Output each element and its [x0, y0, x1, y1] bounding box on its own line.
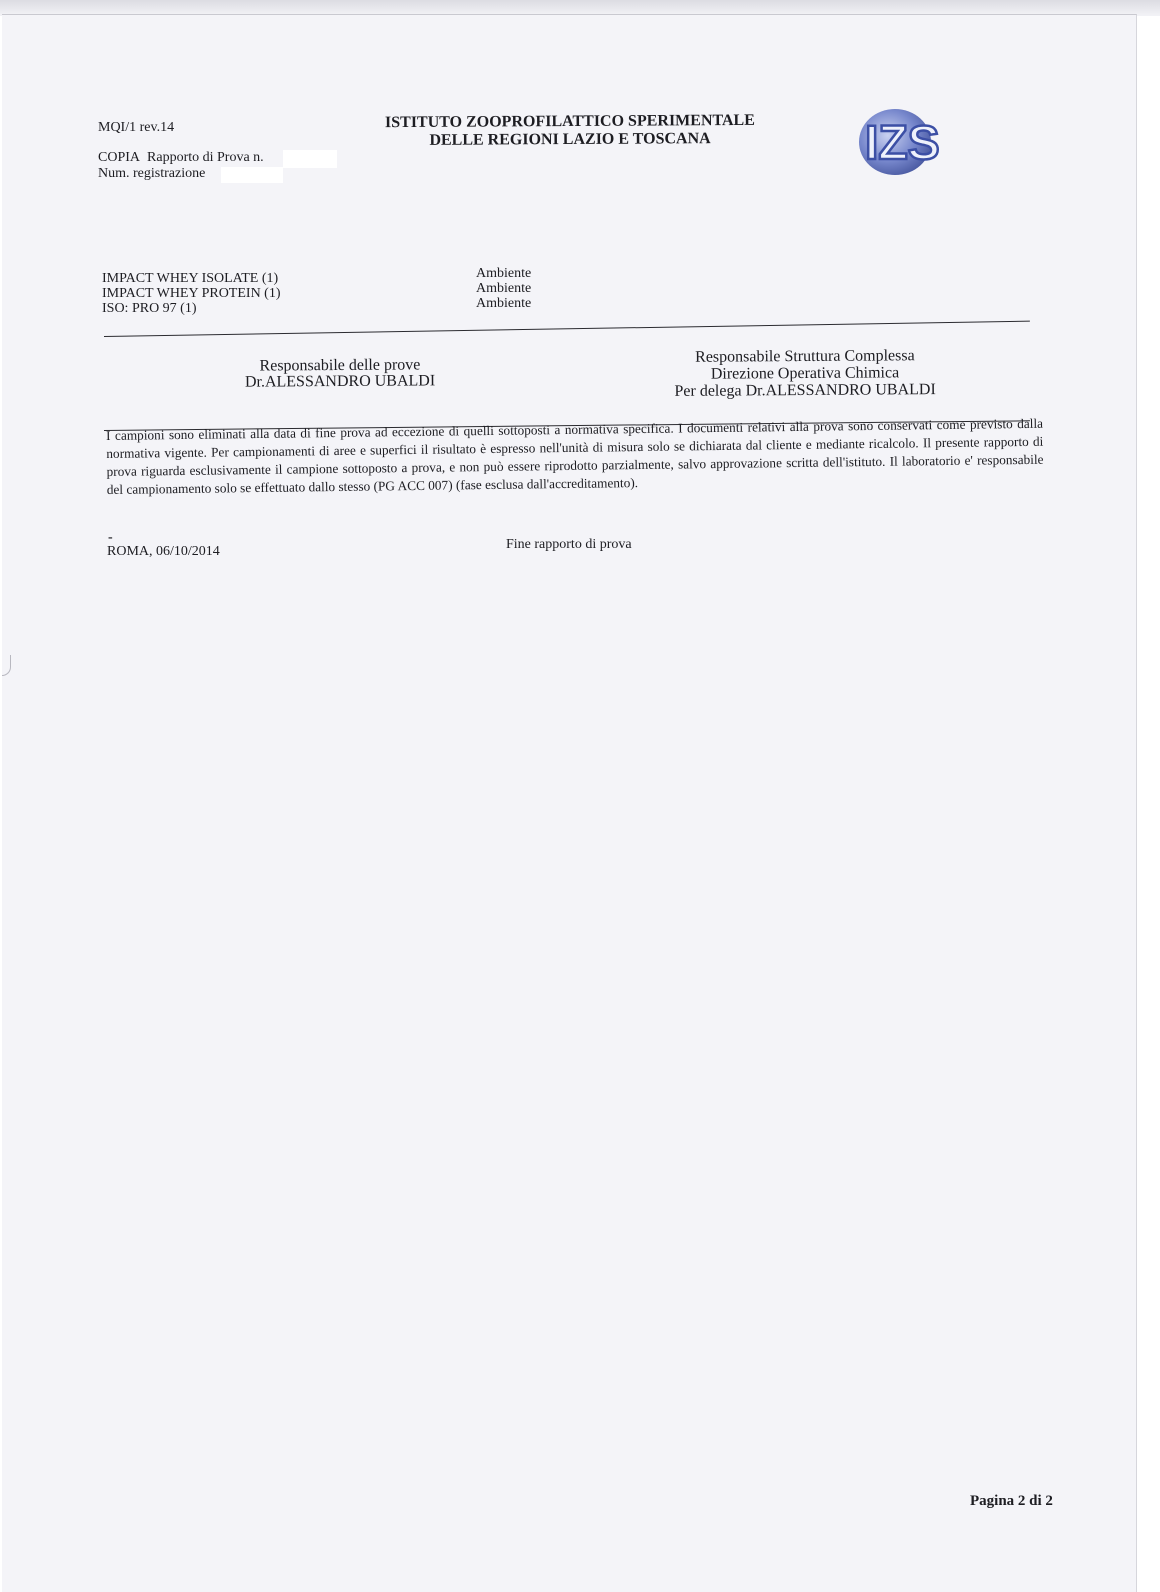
copy-label: COPIA	[98, 150, 141, 165]
redaction-box	[283, 150, 337, 168]
redaction-box	[221, 167, 283, 183]
signature-role: Responsabile delle prove	[259, 356, 421, 375]
registration-label: Num. registrazione	[98, 166, 206, 181]
condition-item: Ambiente	[476, 281, 532, 296]
logo-text: IZS	[865, 117, 940, 170]
signature-name: Dr.ALESSANDRO UBALDI	[244, 372, 436, 391]
signature-right	[660, 347, 950, 400]
izs-logo	[855, 105, 985, 177]
institute-line-1: ISTITUTO ZOOPROFILATTICO SPERIMENTALE	[384, 111, 755, 132]
signature-left	[230, 357, 450, 391]
disclaimer-text: I campioni sono eliminati alla data di fine prova ad eccezione di quelli sottoposti a normativa specifica. I documenti relativi alla prova sono conservati come previsto dalla normativa vigente. Per campionamenti di aree e superfici il risultato è espresso nell'unità di misura solo se dichiarata dal cliente e mediante ricalcolo. Il presente rapporto di prova riguarda esclusivamente il campione sottoposto a prova, e non può essere riprodotto parzialmente, salvo approvazione scritta dell'istituto. Il laboratorio e' responsabile del campionamento solo se effettuato dallo stesso (PG ACC 007) (fase esclusa dall'accreditamento).	[106, 415, 1044, 497]
report-label: Rapporto di Prova n.	[147, 150, 264, 165]
institute-line-2: DELLE REGIONI LAZIO E TOSCANA	[429, 130, 711, 149]
condition-item: Ambiente	[476, 266, 532, 281]
signature-unit: Direzione Operativa Chimica	[710, 364, 900, 383]
product-list	[102, 271, 281, 316]
dash-mark: -	[108, 530, 113, 545]
product-item: IMPACT WHEY PROTEIN (1)	[102, 286, 281, 301]
signature-name: Per delega Dr.ALESSANDRO UBALDI	[674, 381, 936, 400]
signature-role: Responsabile Struttura Complessa	[695, 347, 915, 366]
document-page	[2, 14, 1137, 1592]
page-number: Pagina 2 di 2	[970, 1493, 1053, 1509]
condition-list	[476, 266, 531, 311]
institute-heading	[360, 112, 780, 151]
report-number-line	[98, 150, 264, 166]
product-item: ISO: PRO 97 (1)	[102, 301, 197, 316]
document-code: MQI/1 rev.14	[98, 120, 175, 135]
paper-fold	[2, 655, 11, 676]
condition-item: Ambiente	[476, 296, 532, 311]
end-of-report: Fine rapporto di prova	[506, 537, 632, 552]
place-date: ROMA, 06/10/2014	[107, 544, 220, 559]
product-item: IMPACT WHEY ISOLATE (1)	[102, 271, 279, 286]
